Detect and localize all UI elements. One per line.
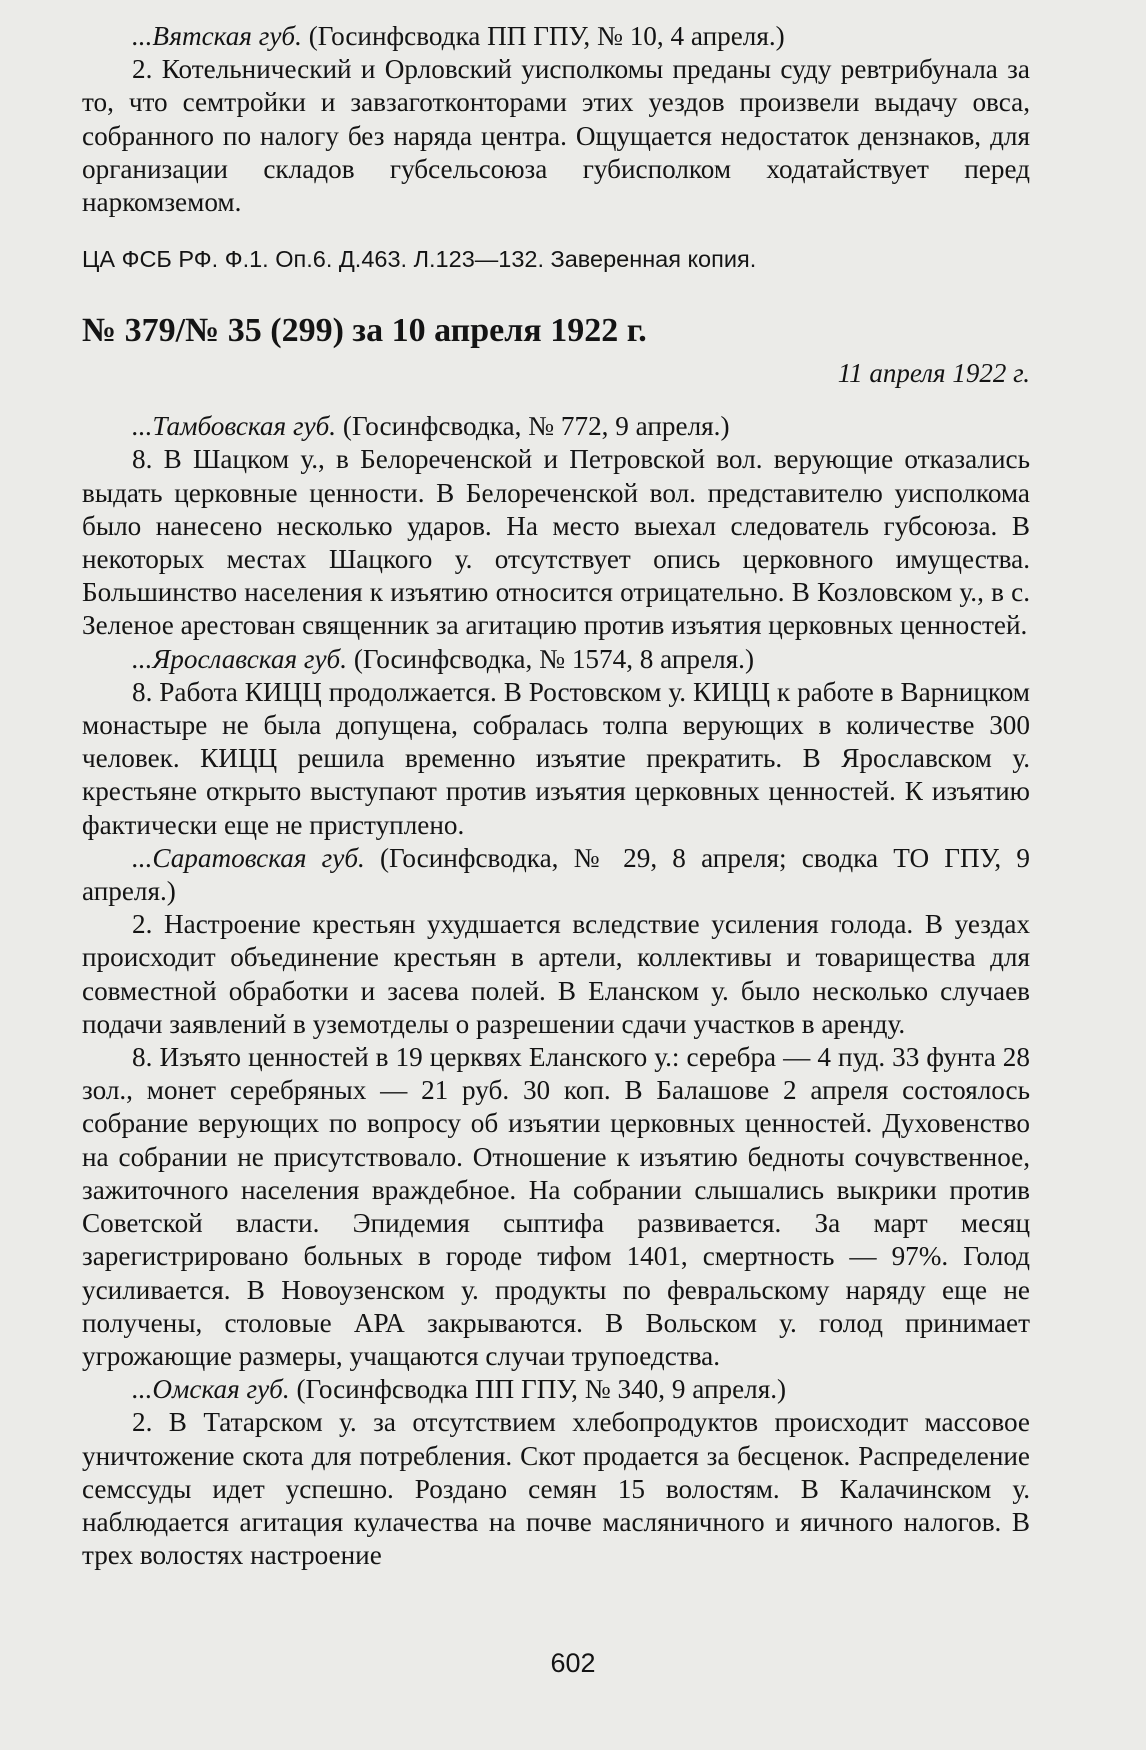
region-header-omsk — [82, 1373, 1030, 1406]
region-name: ...Ярославская губ. — [132, 643, 348, 674]
region-name: ...Вятская губ. — [132, 21, 302, 51]
paragraph: 8. Работа КИЦЦ продолжается. В Ростовском у. КИЦЦ к работе в Варницком монастыре не была допущена, собралась толпа верующих в количестве 300 человек. КИЦЦ решила временно изъятие прекратить. В Ярославском у. крестьяне открыто выступают против изъятия церковных ценностей. К изъятию фактически еще не приступлено. — [82, 676, 1030, 840]
archive-reference: ЦА ФСБ РФ. Ф.1. Оп.6. Д.463. Л.123—132. Заверенная копия. — [82, 246, 757, 273]
page-number: 602 — [550, 1648, 596, 1678]
region-header-vyatka — [82, 20, 1030, 53]
paragraph: 8. Изъято ценностей в 19 церквях Еланского у.: серебра — 4 пуд. 33 фунта 28 зол., монет серебряных — 21 руб. 30 коп. В Балашове 2 апреля состоялось собрание верующих по вопросу об изъятии церковных ценностей. Духовенство на собрании не присутствовало. Отношение к изъятию бедноты сочувственное, зажиточного населения враждебное. На собрании слышались выкрики против Советской власти. Эпидемия сыптифа развивается. За март месяц зарегистрировано больных в городе тифом 1401, смертность — 97%. Голод усиливается. В Новоузенском у. продукты по февральскому наряду еще не получены, столовые АРА закрываются. В Вольском у. голод принимает угрожающие размеры, учащаются случаи трупоедства. — [82, 1042, 1030, 1371]
paragraph: 2. Настроение крестьян ухудшается вследствие усиления голода. В уездах происходит объединение крестьян в артели, коллективы и товарищества для совместной обработки и засева полей. В Еланском у. было несколько случаев подачи заявлений в уземотделы о разрешении сдачи участков в аренду. — [82, 909, 1030, 1039]
document-date: 11 апреля 1922 г. — [837, 358, 1030, 389]
source-reference: (Госинфсводка, № 772, 9 апреля.) — [336, 411, 730, 442]
region-header-yaroslavl — [82, 643, 1030, 676]
region-header-saratov — [82, 842, 1030, 908]
region-header-tambov — [82, 410, 1030, 443]
source-reference: (Госинфсводка ПП ГПУ, № 10, 4 апреля.) — [301, 21, 785, 51]
paragraph: 2. Котельнический и Орловский уисполкомы преданы суду ревтрибунала за то, что семтройки и завзаготконторами этих уездов произвели выдачу овса, собранного по налогу без наряда центра. Ощущается недостаток дензнаков, для организации складов губсельсоюза губисполком ходатайствует перед наркомземом. — [82, 54, 1030, 218]
source-reference: (Госинфсводка, № 1574, 8 апреля.) — [347, 643, 755, 674]
region-name: ...Саратовская губ. — [132, 842, 365, 873]
source-reference: (Госинфсводка, № 29, 8 апреля; сводка ТО ГПУ, 9 апреля.) — [82, 842, 1030, 907]
source-reference: (Госинфсводка ПП ГПУ, № 340, 9 апреля.) — [289, 1374, 787, 1405]
paragraph: 8. В Шацком у., в Белореченской и Петровской вол. верующие отказались выдать церковные ценности. В Белореченской вол. представителю уисполкома было нанесено несколько ударов. На место выехал следователь губсоюза. В некоторых местах Шацкого у. отсутствует опись церковного имущества. Большинство населения к изъятию относится отрицательно. В Козловском у., в с. Зеленое арестован священник за агитацию против изъятия церковных ценностей. — [82, 444, 1030, 641]
region-name: ...Тамбовская губ. — [132, 411, 337, 442]
document-title: № 379/№ 35 (299) за 10 апреля 1922 г. — [82, 312, 647, 350]
region-name: ...Омская губ. — [132, 1374, 290, 1405]
paragraph: 2. В Татарском у. за отсутствием хлебопродуктов происходит массовое уничтожение скота для потребления. Скот продается за бесценок. Распределение семссуды идет успешно. Роздано семян 15 волостям. В Калачинском у. наблюдается агитация кулачества на почве масляничного и яичного налогов. В трех волостях настроение — [82, 1407, 1030, 1571]
page-text — [82, 20, 1030, 1572]
